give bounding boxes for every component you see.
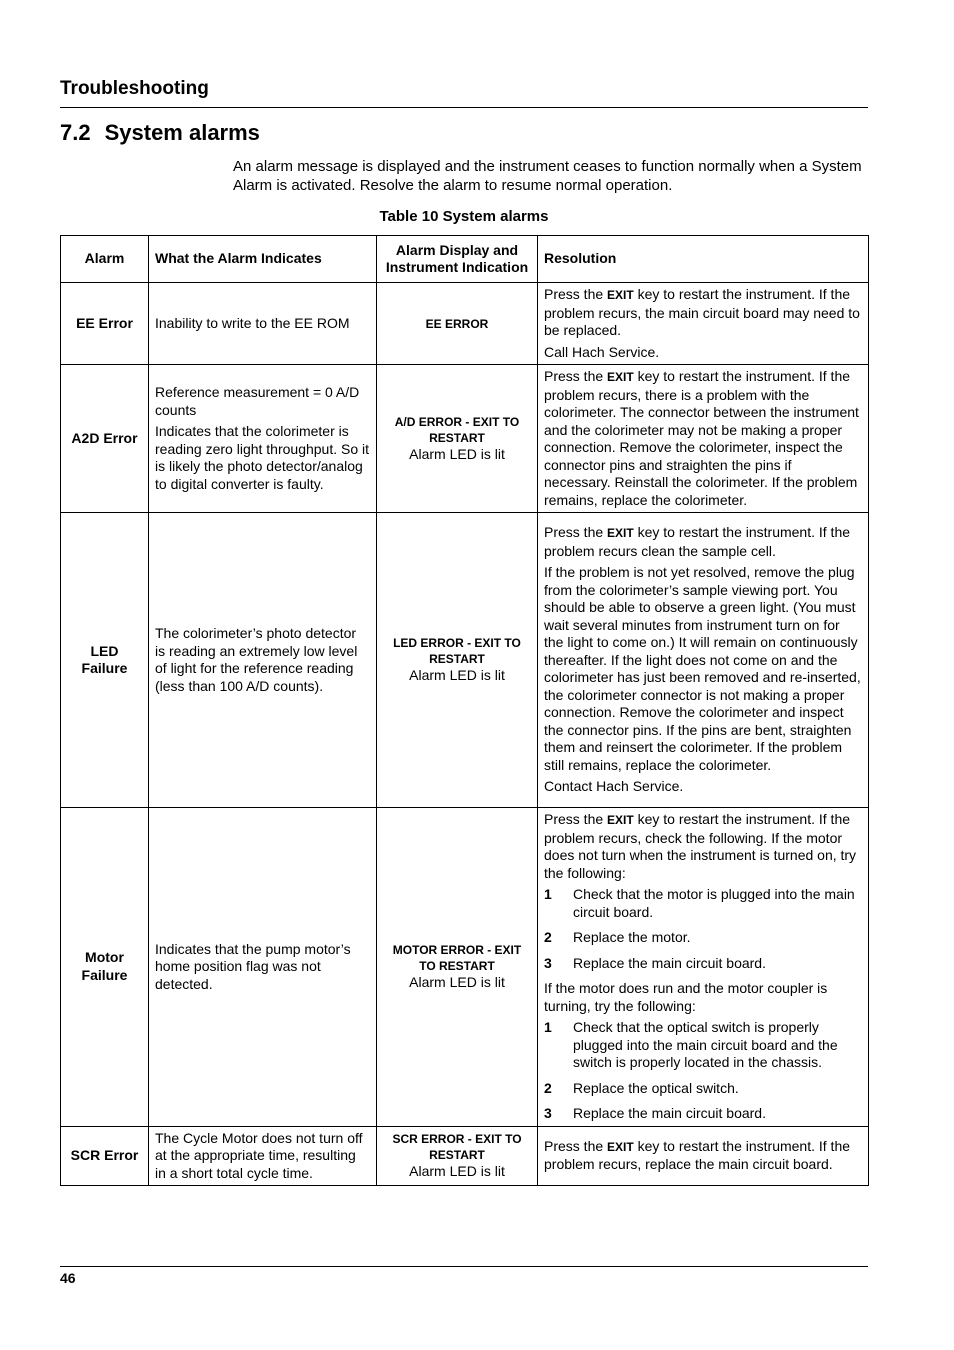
resolution-post: key to restart the instrument. If the problem recurs, replace the main circuit board. bbox=[544, 1137, 851, 1173]
display-message: SCR ERROR - EXIT TO RESTART bbox=[392, 1132, 522, 1162]
display-message: LED ERROR - EXIT TO RESTART bbox=[393, 636, 521, 667]
step-text: Replace the main circuit board. bbox=[573, 954, 766, 971]
resolution-pre: Press the bbox=[544, 286, 604, 302]
resolution-text bbox=[544, 368, 862, 509]
resolution-post: key to restart the instrument. If the problem recurs clean the sample cell. bbox=[544, 524, 851, 559]
step-number: 2 bbox=[544, 929, 552, 945]
resolution-text bbox=[544, 811, 862, 882]
led-indication: Alarm LED is lit bbox=[409, 974, 505, 990]
step-item bbox=[544, 1080, 862, 1098]
resolution-pre: Press the bbox=[544, 1137, 604, 1154]
alarm-name: LED Failure bbox=[61, 513, 149, 808]
resolution-extra: Contact Hach Service. bbox=[544, 778, 684, 795]
alarm-display bbox=[377, 808, 538, 1127]
led-indication: Alarm LED is lit bbox=[409, 445, 505, 462]
alarm-display bbox=[377, 283, 538, 365]
resolution-pre: Press the bbox=[544, 811, 604, 827]
resolution-post: key to restart the instrument. If the problem recurs, check the following. If the motor does not turn when the instrument is turned on, try the following: bbox=[544, 811, 857, 881]
alarm-resolution bbox=[538, 808, 869, 1127]
table-row bbox=[61, 365, 869, 513]
step-number: 2 bbox=[544, 1079, 552, 1096]
intro-paragraph: An alarm message is displayed and the instrument ceases to function normally when a System Alarm is activated. Resolve the alarm to resume normal operation. bbox=[233, 158, 862, 194]
step-item bbox=[544, 1019, 862, 1072]
step-item bbox=[544, 886, 862, 921]
alarm-resolution bbox=[538, 513, 869, 808]
led-indication: Alarm LED is lit bbox=[409, 667, 505, 684]
step-text: Replace the motor. bbox=[573, 929, 691, 945]
display-message: EE ERROR bbox=[425, 316, 489, 331]
alarm-indicates bbox=[149, 808, 377, 1127]
alarm-indicates bbox=[149, 365, 377, 513]
alarm-name: SCR Error bbox=[61, 1126, 149, 1186]
section-number: 7.2 bbox=[60, 120, 91, 145]
header-alarm: Alarm bbox=[61, 236, 149, 283]
table-row bbox=[61, 283, 869, 365]
alarm-resolution bbox=[538, 283, 869, 365]
section-title bbox=[60, 120, 260, 146]
step-text: Check that the optical switch is properly plugged into the main circuit board and the switch is properly located in the chassis. bbox=[573, 1019, 838, 1070]
alarm-name: A2D Error bbox=[61, 365, 149, 513]
table-row bbox=[61, 808, 869, 1127]
header-indicates: What the Alarm Indicates bbox=[149, 236, 377, 283]
exit-key-label: EXIT bbox=[607, 1139, 634, 1154]
exit-key-label: EXIT bbox=[607, 370, 634, 384]
indicates-text: Reference measurement = 0 A/D counts bbox=[155, 384, 360, 418]
table-row bbox=[61, 1126, 869, 1186]
exit-key-label: EXIT bbox=[607, 288, 634, 302]
display-message: A/D ERROR - EXIT TO RESTART bbox=[394, 414, 520, 445]
step-item bbox=[544, 1105, 862, 1123]
step-number: 1 bbox=[544, 1019, 552, 1035]
step-item bbox=[544, 929, 862, 947]
indicates-text: Inability to write to the EE ROM bbox=[155, 314, 350, 331]
step-text: Replace the optical switch. bbox=[573, 1079, 739, 1096]
exit-key-label: EXIT bbox=[607, 526, 634, 541]
section-heading: System alarms bbox=[104, 120, 260, 145]
alarm-indicates bbox=[149, 513, 377, 808]
alarm-display bbox=[377, 513, 538, 808]
alarm-name: Motor Failure bbox=[61, 808, 149, 1127]
resolution-extra: If the problem is not yet resolved, remove the plug from the colorimeter’s sample viewing port. You should be able to observe a green light. (You must wait several minutes from instrument turn on for the light to come on.) It will remain on continuously thereafter. If the light does not come on and the colorimeter has just been removed and re-inserted, the colorimeter connector is not making a proper connection. Remove the colorimeter and inspect the connector pins. If the pins are bent, straighten them and reinsert the colorimeter. If the problem still remains, replace the colorimeter. bbox=[544, 564, 861, 773]
alarm-indicates bbox=[149, 283, 377, 365]
alarm-indicates bbox=[149, 1126, 377, 1186]
indicates-text: The Cycle Motor does not turn off at the appropriate time, resulting in a short total cycle time. bbox=[155, 1129, 363, 1181]
table-caption: Table 10 System alarms bbox=[379, 208, 549, 225]
indicates-text: Indicates that the colorimeter is reading zero light throughput. So it is likely the photo detector/analog to digital converter is faulty. bbox=[155, 423, 370, 492]
step-number: 1 bbox=[544, 886, 552, 902]
resolution-text bbox=[544, 524, 862, 560]
step-text: Replace the main circuit board. bbox=[573, 1105, 766, 1121]
indicates-text: The colorimeter’s photo detector is reading an extremely low level of light for the reference reading (less than 100 A/D counts). bbox=[155, 625, 358, 694]
exit-key-label: EXIT bbox=[607, 813, 634, 827]
alarm-resolution bbox=[538, 365, 869, 513]
table-row bbox=[61, 513, 869, 808]
header-display: Alarm Display and Instrument Indication bbox=[377, 236, 538, 283]
table-header-row bbox=[61, 236, 869, 283]
system-alarms-table bbox=[60, 235, 869, 1186]
display-message: MOTOR ERROR - EXIT TO RESTART bbox=[392, 943, 522, 973]
running-header: Troubleshooting bbox=[60, 78, 868, 108]
alarm-display bbox=[377, 1126, 538, 1186]
led-indication: Alarm LED is lit bbox=[409, 1163, 505, 1179]
step-number: 3 bbox=[544, 954, 552, 971]
step-number: 3 bbox=[544, 1105, 552, 1121]
resolution-post: key to restart the instrument. If the problem recurs, the main circuit board may need to be replaced. bbox=[544, 286, 860, 338]
resolution-text bbox=[544, 286, 862, 340]
resolution-post: key to restart the instrument. If the problem recurs, there is a problem with the colorimeter. The connector between the instrument and the colorimeter may not be making a proper connection. Remove the colorimeter, inspect the connector pins and straighten the pins if necessary. Reinstall the colorimeter. If the problem remains, replace the colorimeter. bbox=[544, 368, 859, 508]
alarm-name: EE Error bbox=[61, 283, 149, 365]
resolution-pre: Press the bbox=[544, 524, 604, 541]
step-text: Check that the motor is plugged into the main circuit board. bbox=[573, 886, 855, 920]
step-item bbox=[544, 955, 862, 973]
resolution-text bbox=[544, 1138, 862, 1174]
resolution-pre: Press the bbox=[544, 368, 604, 384]
page-footer bbox=[60, 1266, 868, 1286]
alarm-display bbox=[377, 365, 538, 513]
alarm-resolution bbox=[538, 1126, 869, 1186]
header-resolution: Resolution bbox=[538, 236, 869, 283]
resolution-extra: Call Hach Service. bbox=[544, 343, 660, 360]
page-number: 46 bbox=[60, 1270, 76, 1286]
resolution-mid: If the motor does run and the motor coupler is turning, try the following: bbox=[544, 980, 828, 1014]
indicates-text: Indicates that the pump motor’s home position flag was not detected. bbox=[155, 940, 351, 992]
